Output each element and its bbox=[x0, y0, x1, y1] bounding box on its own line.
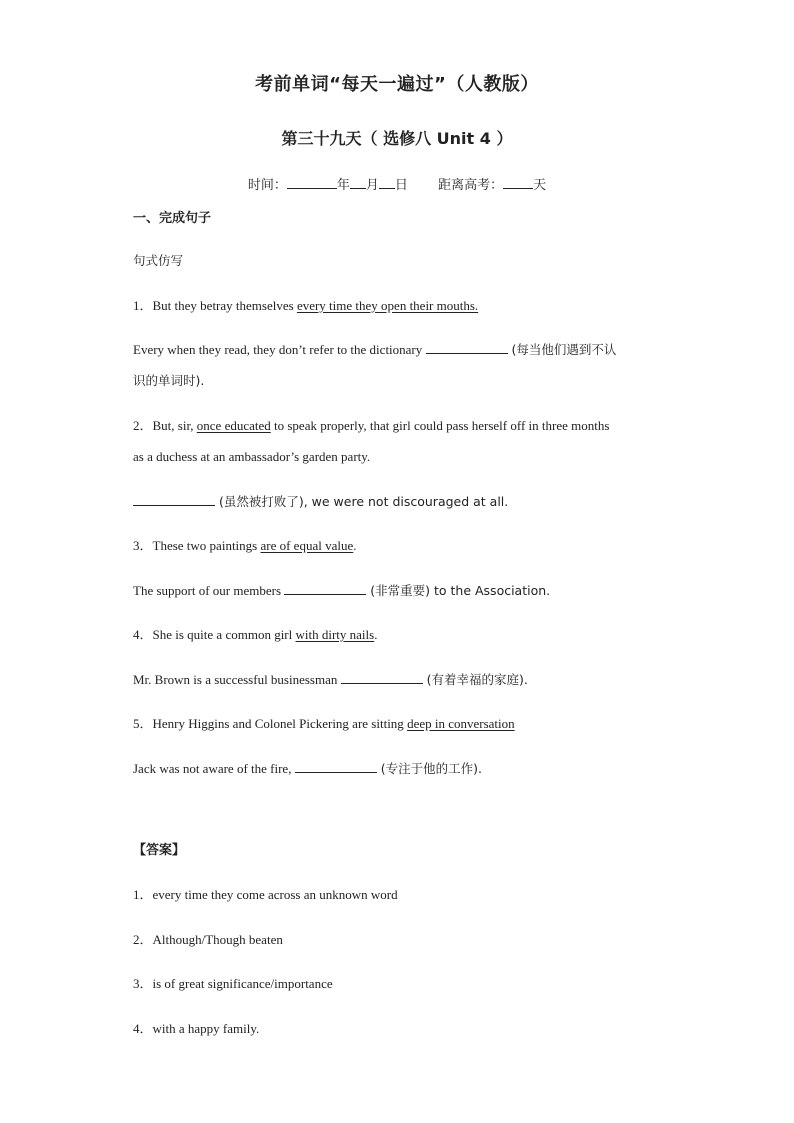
year-label: 年 bbox=[336, 178, 350, 193]
answer-blank bbox=[295, 760, 377, 773]
item-number: 3． bbox=[133, 538, 153, 553]
model-sentence-4 bbox=[133, 626, 673, 644]
model-sentence-2 bbox=[133, 417, 673, 435]
chinese-hint: (每当他们遇到不认 bbox=[507, 342, 617, 357]
answer-item-4: 4．with a happy family. bbox=[133, 1021, 260, 1036]
model-sentence-2-cont: as a duchess at an ambassador’s garden party. bbox=[133, 449, 371, 464]
task-sentence-3 bbox=[133, 582, 673, 600]
task-sentence-2 bbox=[133, 493, 673, 511]
answers-heading: 【答案】 bbox=[133, 843, 186, 858]
model-text: She is quite a common girl bbox=[152, 627, 296, 642]
date-label: 时间： bbox=[247, 178, 287, 193]
task-sentence-1-cont: 识的单词时). bbox=[133, 373, 205, 388]
model-text: But they betray themselves bbox=[152, 298, 297, 313]
document-subtitle: 第三十九天（ 选修八 Unit 4 ） bbox=[281, 129, 513, 148]
answer-blank bbox=[341, 671, 423, 684]
underlined-phrase: every time they open their mouths. bbox=[296, 298, 479, 313]
item-number: 2． bbox=[133, 418, 153, 433]
exam-blank bbox=[503, 176, 533, 189]
chinese-hint: (非常重要) to the Association. bbox=[366, 583, 551, 598]
task-sentence-1 bbox=[133, 341, 673, 359]
month-label: 月 bbox=[365, 178, 379, 193]
model-text: But, sir, bbox=[152, 418, 197, 433]
chinese-hint: (有着幸福的家庭). bbox=[422, 672, 528, 687]
task-text: Mr. Brown is a successful businessman bbox=[133, 672, 341, 687]
model-text: to speak properly, that girl could pass herself off in three months bbox=[270, 418, 610, 433]
item-number: 1． bbox=[133, 298, 153, 313]
underlined-phrase: once educated bbox=[196, 418, 271, 433]
answer-blank bbox=[426, 341, 508, 354]
date-line bbox=[0, 174, 794, 193]
year-blank bbox=[287, 176, 337, 189]
answer-item-2: 2．Although/Though beaten bbox=[133, 932, 283, 947]
answer-blank bbox=[284, 582, 366, 595]
model-text: . bbox=[374, 627, 378, 642]
day-label: 日 bbox=[394, 178, 408, 193]
exam-label: 距离高考： bbox=[438, 178, 504, 193]
document-title: 考前单词“每天一遍过”（人教版） bbox=[255, 74, 539, 95]
answer-item-3: 3．is of great significance/importance bbox=[133, 976, 333, 991]
model-sentence-1 bbox=[133, 297, 673, 315]
model-sentence-5 bbox=[133, 715, 673, 733]
underlined-phrase: with dirty nails bbox=[295, 627, 375, 642]
answer-blank bbox=[133, 493, 215, 506]
day-blank bbox=[379, 176, 395, 189]
task-text: The support of our members bbox=[133, 583, 285, 598]
model-text: . bbox=[353, 538, 357, 553]
item-number: 4． bbox=[133, 627, 153, 642]
task-text: Jack was not aware of the fire, bbox=[133, 761, 295, 776]
underlined-phrase: deep in conversation bbox=[407, 716, 515, 731]
item-number: 5． bbox=[133, 716, 153, 731]
answer-item-1: 1．every time they come across an unknown word bbox=[133, 887, 398, 902]
task-text: Every when they read, they don’t refer to the dictionary bbox=[133, 342, 426, 357]
model-text: Henry Higgins and Colonel Pickering are sitting bbox=[152, 716, 408, 731]
model-sentence-3 bbox=[133, 537, 673, 555]
task-sentence-4 bbox=[133, 671, 673, 689]
chinese-hint: (专注于他的工作). bbox=[376, 761, 482, 776]
model-text: These two paintings bbox=[152, 538, 261, 553]
chinese-hint: (虽然被打败了), we were not discouraged at all. bbox=[215, 494, 509, 509]
task-sentence-5 bbox=[133, 760, 673, 778]
month-blank bbox=[350, 176, 366, 189]
section-subheading: 句式仿写 bbox=[133, 253, 184, 268]
exam-unit: 天 bbox=[533, 178, 547, 193]
underlined-phrase: are of equal value bbox=[260, 538, 354, 553]
section-heading: 一、完成句子 bbox=[133, 211, 212, 226]
